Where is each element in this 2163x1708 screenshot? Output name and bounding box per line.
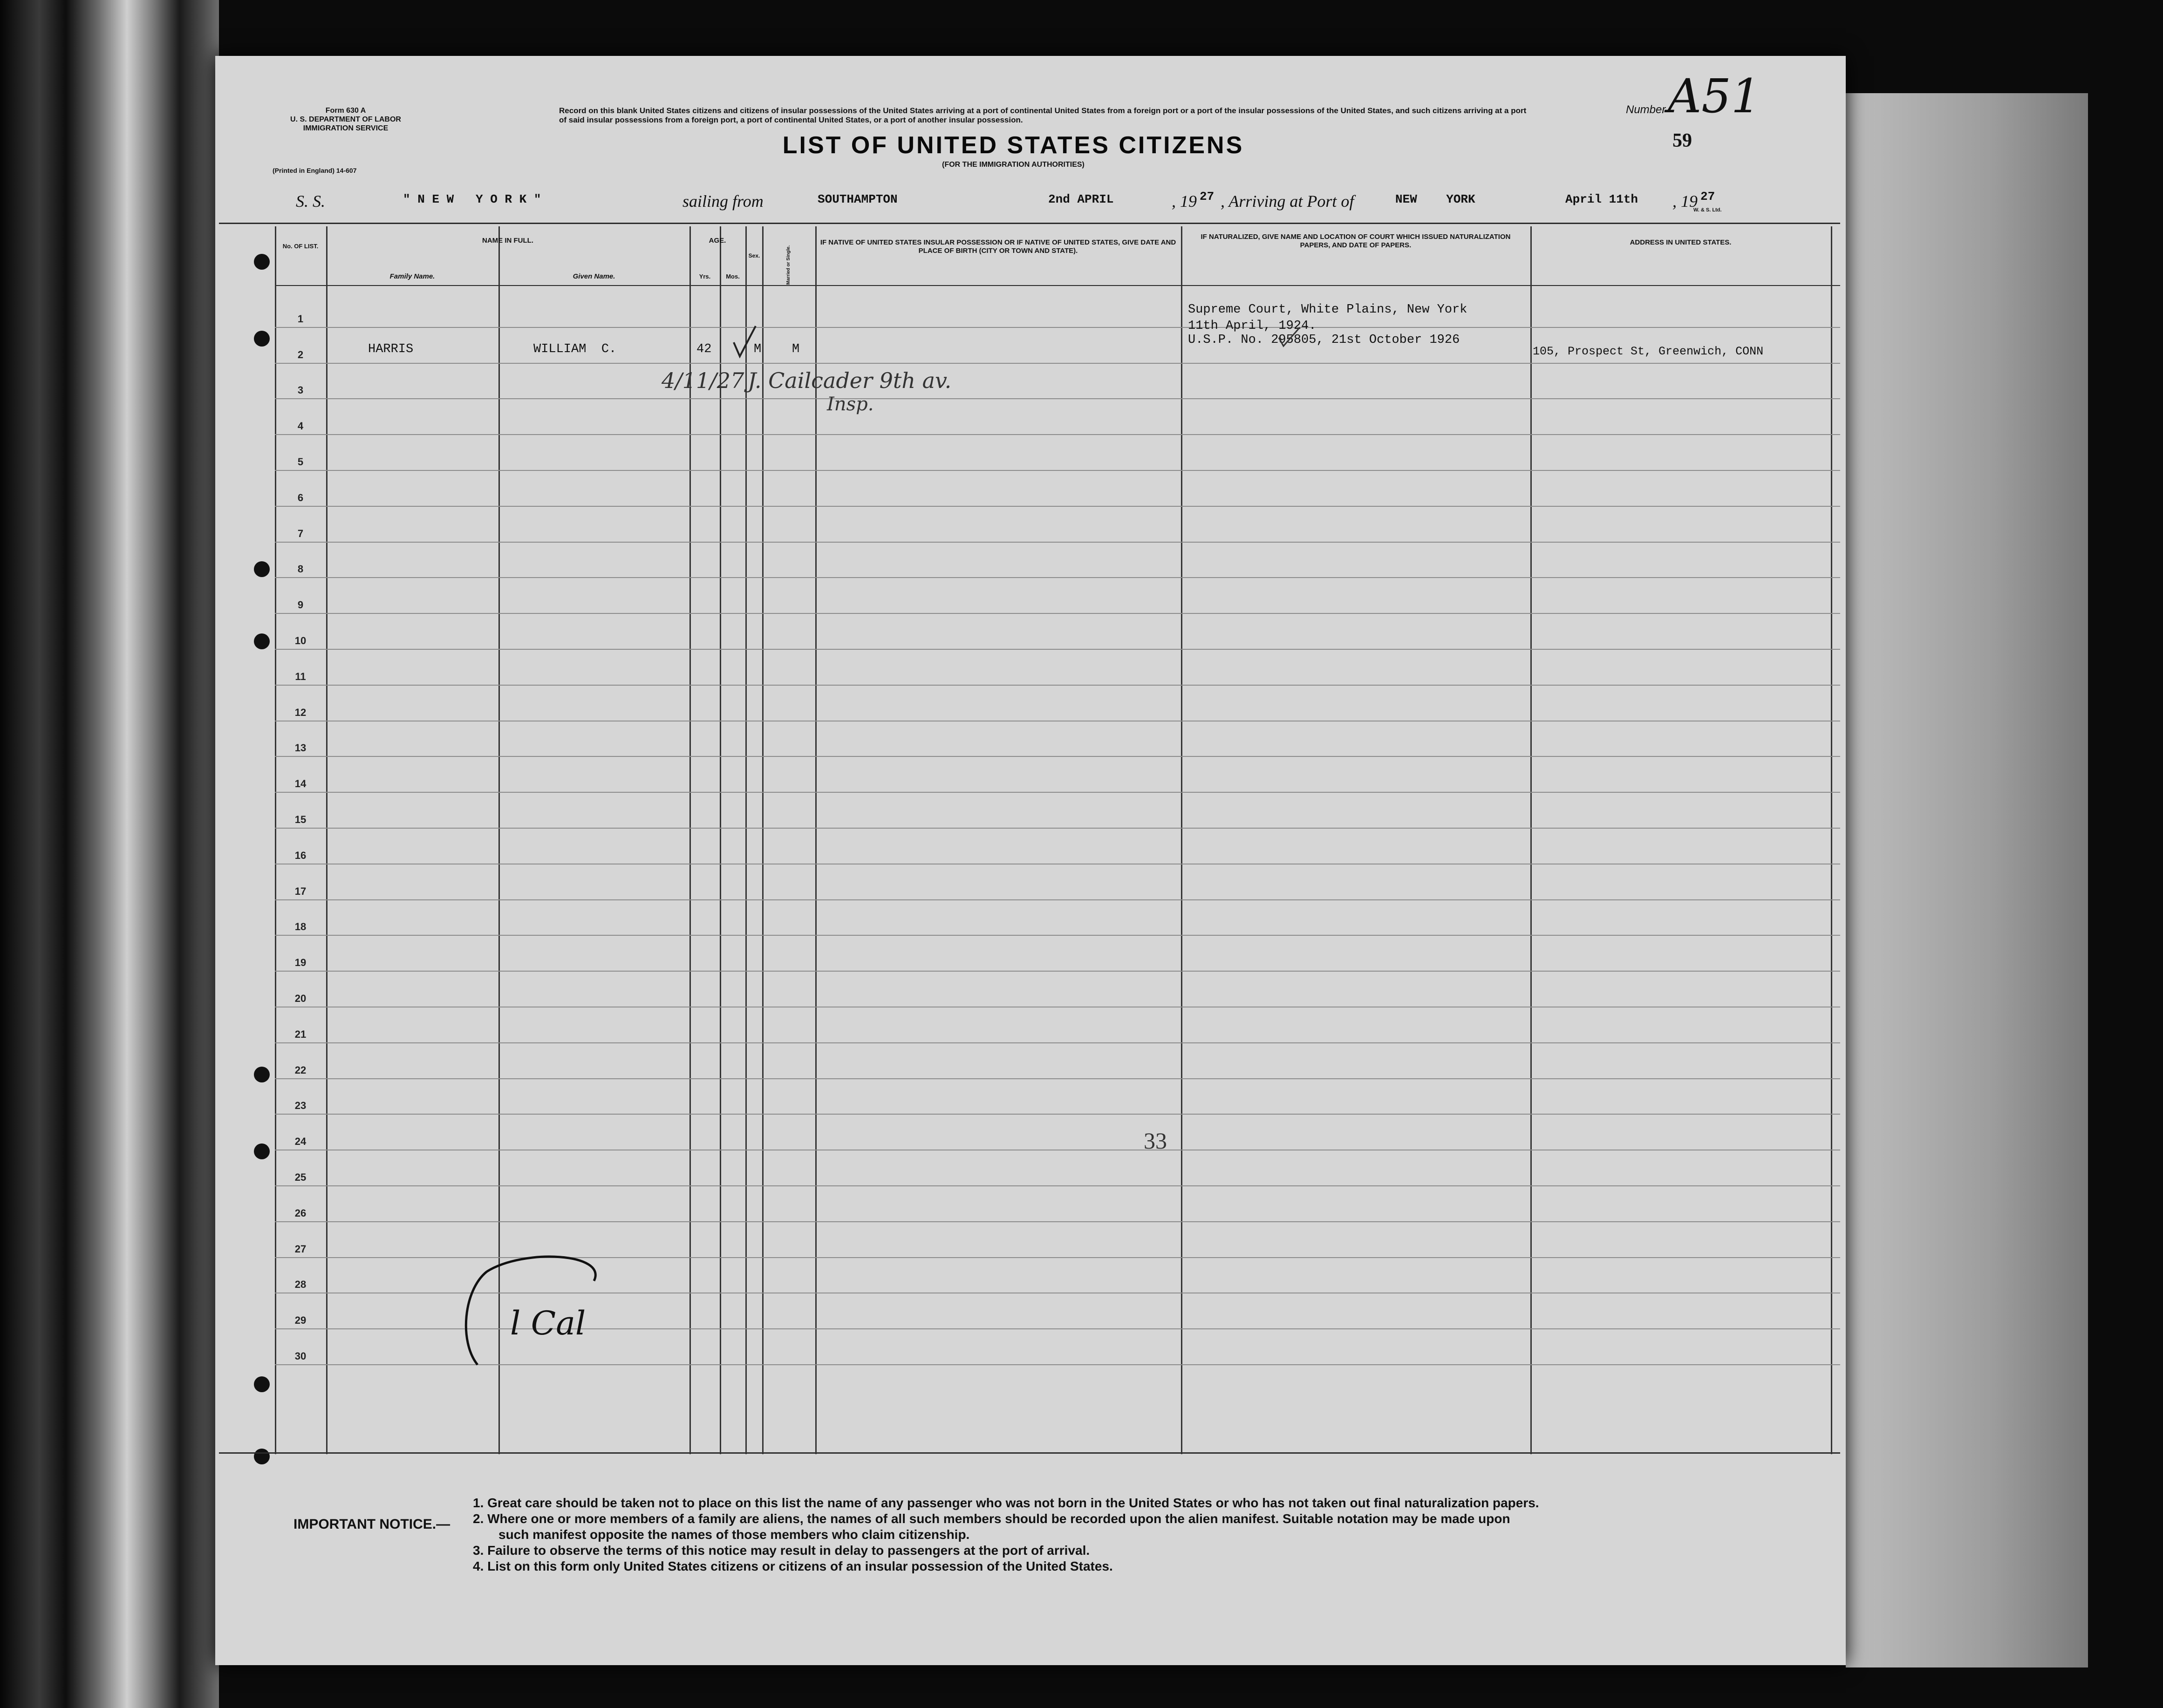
check-mark-icon xyxy=(731,324,762,361)
year-prefix: , 19 xyxy=(1672,192,1698,211)
column-divider xyxy=(762,226,764,1454)
row-rule xyxy=(275,363,1840,364)
ss-label: S. S. xyxy=(296,192,325,211)
row-number: 23 xyxy=(294,1100,307,1112)
sex-cell: M xyxy=(754,342,762,356)
age-yrs-cell: 42 xyxy=(696,342,712,356)
family-name-cell: HARRIS xyxy=(368,342,414,356)
col-naturalization: IF NATURALIZED, GIVE NAME AND LOCATION OF COURT WHICH ISSUED NATURALIZATION PAPERS, AND DATE OF PAPERS. xyxy=(1201,233,1511,249)
inspector-date: 4/11/27 xyxy=(662,368,744,393)
row-number: 7 xyxy=(297,527,304,539)
row-rule xyxy=(275,470,1840,471)
col-name-in-full: NAME IN FULL. xyxy=(482,237,533,245)
row-rule xyxy=(275,899,1840,900)
table-bottom-rule xyxy=(219,1452,1840,1454)
ship-name: " N E W Y O R K " xyxy=(403,192,541,206)
row-rule xyxy=(275,792,1840,793)
naturalization-papers: U.S.P. No. 295805, 21st October 1926 xyxy=(1188,333,1460,347)
check-mark-icon xyxy=(1276,324,1304,352)
row-number: 5 xyxy=(297,456,304,468)
col-age-mos: Mos. xyxy=(726,273,740,280)
row-number: 6 xyxy=(297,491,304,504)
column-divider xyxy=(1831,226,1832,1454)
col-birthplace: IF NATIVE OF UNITED STATES INSULAR POSSESSION OR IF NATIVE OF UNITED STATES, GIVE DATE AND PLACE OF BIRTH (CITY OR TOWN AND STATE). xyxy=(820,238,1176,255)
column-divider xyxy=(815,226,817,1454)
row-rule xyxy=(275,971,1840,972)
row-number: 28 xyxy=(294,1279,307,1291)
row-number: 18 xyxy=(294,921,307,933)
row-number: 26 xyxy=(294,1207,307,1219)
form-instructions: Record on this blank United States citizens and citizens of insular possessions of the United States arriving at a port of continental United States from a foreign port or a port of the insular possessions of the United States, and such citizens arriving at a port of said insular possessions from a foreign port, a port of continental United States, or a port of another insular possession. xyxy=(559,106,1527,124)
row-number: 11 xyxy=(295,670,306,682)
arrival-date: April 11th xyxy=(1565,192,1638,206)
arrival-port: NEW YORK xyxy=(1395,192,1475,206)
row-rule xyxy=(275,613,1840,614)
col-no-of-list: No. OF LIST. xyxy=(282,243,319,250)
col-sex: Sex. xyxy=(748,252,760,259)
row-number: 27 xyxy=(294,1243,307,1255)
notice-item: 1. Great care should be taken not to place on this list the name of any passenger who was not born in the United States or who has not taken out final naturalization papers. xyxy=(473,1496,1539,1510)
header-bottom-rule xyxy=(275,285,1840,286)
row-rule xyxy=(275,1078,1840,1079)
row-rule xyxy=(275,577,1840,578)
row-number: 13 xyxy=(294,742,307,754)
notice-item: 2. Where one or more members of a family are aliens, the names of all such members should be recorded upon the alien manifest. Suitable notation may be made upon xyxy=(473,1511,1510,1526)
row-number: 12 xyxy=(294,706,307,718)
column-divider xyxy=(720,226,721,1454)
row-rule xyxy=(275,1114,1840,1115)
column-divider xyxy=(689,226,691,1454)
row-number: 29 xyxy=(294,1314,307,1327)
punch-hole xyxy=(254,331,270,347)
row-number: 25 xyxy=(294,1171,307,1183)
col-given-name: Given Name. xyxy=(573,272,615,280)
punch-hole xyxy=(254,633,270,649)
row-number: 30 xyxy=(294,1350,307,1362)
underlying-page-edge xyxy=(1846,93,2088,1667)
binder-edge xyxy=(0,0,219,1708)
naturalization-court: Supreme Court, White Plains, New York xyxy=(1188,303,1467,317)
row-number: 1 xyxy=(297,313,304,325)
row-number: 22 xyxy=(294,1064,307,1076)
departure-date: 2nd APRIL xyxy=(1048,192,1114,206)
number-label: Number xyxy=(1626,103,1666,116)
row-rule xyxy=(275,327,1840,328)
arriving-label: , Arriving at Port of xyxy=(1221,192,1354,211)
punch-hole xyxy=(254,254,270,270)
column-divider xyxy=(745,226,747,1454)
notice-item: 3. Failure to observe the terms of this notice may result in delay to passengers at the port of arrival. xyxy=(473,1543,1090,1558)
page-number: 59 xyxy=(1672,130,1692,151)
punch-hole xyxy=(254,561,270,577)
row-number: 14 xyxy=(294,778,307,790)
table-top-rule xyxy=(219,223,1840,224)
row-number: 19 xyxy=(294,957,307,969)
inspector-signature: J. Cailcader 9th av. xyxy=(748,368,952,393)
row-number: 2 xyxy=(297,348,304,361)
column-divider xyxy=(275,226,276,1454)
row-number: 4 xyxy=(297,420,304,432)
col-married-single: Married or Single. xyxy=(786,245,791,285)
marital-cell: M xyxy=(792,342,800,356)
departure-year: 27 xyxy=(1200,190,1215,204)
page-title: LIST OF UNITED STATES CITIZENS xyxy=(782,132,1244,159)
row-rule xyxy=(275,434,1840,435)
departure-port: SOUTHAMPTON xyxy=(818,192,898,206)
row-rule xyxy=(275,1221,1840,1222)
row-rule xyxy=(275,398,1840,399)
inspector-title: Insp. xyxy=(827,394,874,415)
row-number: 21 xyxy=(294,1028,307,1040)
col-age: AGE. xyxy=(709,237,726,245)
row-number: 20 xyxy=(294,993,307,1004)
row-rule xyxy=(275,756,1840,757)
row-rule xyxy=(275,649,1840,650)
row-number: 9 xyxy=(297,599,304,611)
notice-item: such manifest opposite the names of those members who claim citizenship. xyxy=(498,1527,970,1542)
manifest-page xyxy=(215,56,1846,1665)
col-family-name: Family Name. xyxy=(389,272,435,280)
column-divider xyxy=(326,226,328,1454)
row-number: 16 xyxy=(294,849,307,861)
column-divider xyxy=(1530,226,1532,1454)
row-number: 10 xyxy=(294,635,307,646)
row-number: 24 xyxy=(294,1136,307,1148)
row-rule xyxy=(275,1185,1840,1186)
notice-label: IMPORTANT NOTICE.— xyxy=(293,1517,450,1532)
page-subtitle: (FOR THE IMMIGRATION AUTHORITIES) xyxy=(942,161,1085,169)
year-prefix: , 19 xyxy=(1172,192,1197,211)
column-divider xyxy=(1181,226,1182,1454)
form-number: Form 630 A xyxy=(325,107,366,115)
punch-hole xyxy=(254,1376,270,1392)
naturalization-date: 11th April, 1924. xyxy=(1188,319,1317,333)
manifest-number: A51 xyxy=(1668,69,1761,123)
row-rule xyxy=(275,1042,1840,1043)
col-address: ADDRESS IN UNITED STATES. xyxy=(1630,238,1732,246)
form-identifier xyxy=(285,106,406,133)
punch-hole xyxy=(254,1143,270,1159)
address-cell: 105, Prospect St, Greenwich, CONN xyxy=(1533,345,1764,358)
arrival-year: 27 xyxy=(1700,190,1715,204)
printer-mark: W. & S. Ltd. xyxy=(1693,207,1722,213)
department: U. S. DEPARTMENT OF LABOR xyxy=(290,116,401,123)
voyage-line xyxy=(296,189,1773,217)
given-name-cell: WILLIAM C. xyxy=(533,342,617,356)
punch-hole xyxy=(254,1449,270,1464)
row-number: 8 xyxy=(297,563,304,575)
row-number: 3 xyxy=(297,384,304,396)
printed-in: (Printed in England) 14-607 xyxy=(273,167,357,174)
col-age-yrs: Yrs. xyxy=(699,273,711,280)
row-rule xyxy=(275,828,1840,829)
row-rule xyxy=(275,935,1840,936)
punch-hole xyxy=(254,1067,270,1082)
stamp-number: 33 xyxy=(1144,1128,1167,1154)
service: IMMIGRATION SERVICE xyxy=(303,124,389,132)
notice-item: 4. List on this form only United States citizens or citizens of an insular possession of the United States. xyxy=(473,1559,1113,1573)
row-rule xyxy=(275,506,1840,507)
row-number: 15 xyxy=(294,814,307,825)
sailing-from-label: sailing from xyxy=(682,192,764,211)
handwritten-initials: l Cal xyxy=(510,1304,586,1342)
row-rule xyxy=(275,542,1840,543)
row-number: 17 xyxy=(294,885,307,897)
row-rule xyxy=(275,685,1840,686)
